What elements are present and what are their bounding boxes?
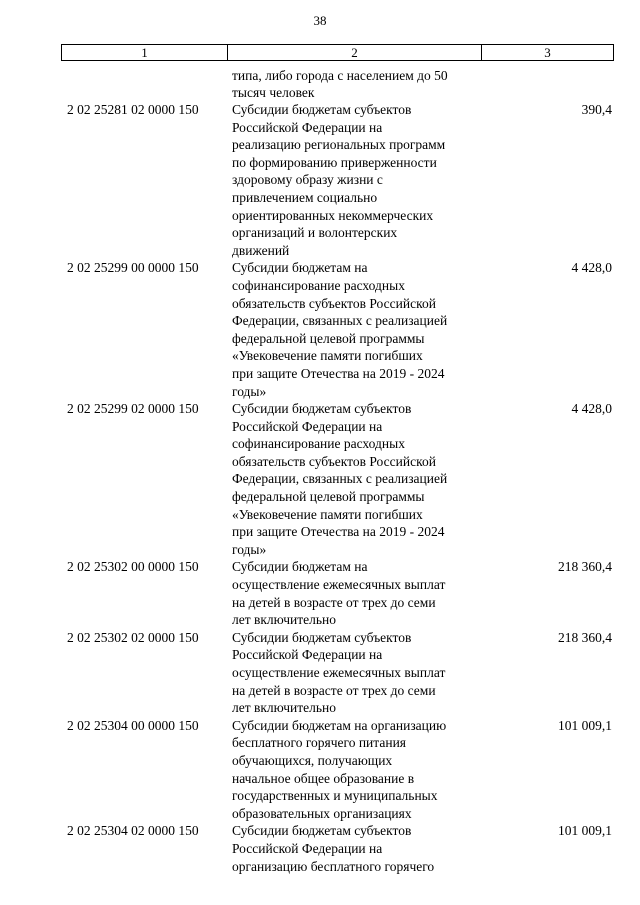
table-row <box>61 822 614 875</box>
table-row <box>61 101 614 259</box>
table-row <box>61 558 614 628</box>
column-header-2: 2 <box>228 45 482 60</box>
row-code: 2 02 25302 02 0000 150 <box>67 629 199 645</box>
continued-description: типа, либо города с населением до 50 тысяч человек <box>232 68 448 100</box>
row-code: 2 02 25299 02 0000 150 <box>67 401 199 417</box>
row-amount: 101 009,1 <box>558 717 612 733</box>
row-description: Субсидии бюджетам на софинансирование расходных обязательств субъектов Российской Федерации, связанных с реализацией федеральной целевой программы «Увековечение памяти погибших при защите Отечества на 2019 - 2024 годы» <box>232 260 448 399</box>
row-code: 2 02 25299 00 0000 150 <box>67 260 199 276</box>
row-description: Субсидии бюджетам на осуществление ежемесячных выплат на детей в возрасте от трех до семи лет включительно <box>232 559 446 628</box>
row-code: 2 02 25302 00 0000 150 <box>67 559 199 575</box>
table-header <box>61 44 614 61</box>
column-header-3: 3 <box>544 45 551 60</box>
table-row <box>61 717 614 823</box>
row-description: Субсидии бюджетам субъектов Российской Федерации на софинансирование расходных обязательств субъектов Российской Федерации, связанных с реализацией федеральной целевой программы «Увековечение памяти погибших при защите Отечества на 2019 - 2024 годы» <box>232 401 448 557</box>
row-amount: 390,4 <box>581 102 612 117</box>
table-row <box>61 259 614 400</box>
row-description: Субсидии бюджетам на организацию бесплатного горячего питания обучающихся, получающих начальное общее образование в государственных и муниципальных образовательных организациях <box>232 717 447 821</box>
table-body <box>61 67 614 875</box>
row-amount: 218 360,4 <box>558 559 612 575</box>
row-description: Субсидии бюджетам субъектов Российской Федерации на организацию бесплатного горячего <box>232 823 435 874</box>
row-code: 2 02 25304 02 0000 150 <box>67 823 199 839</box>
row-code: 2 02 25304 00 0000 150 <box>67 717 199 733</box>
table-row <box>61 629 614 717</box>
row-description: Субсидии бюджетам субъектов Российской Федерации на реализацию региональных программ по формированию приверженности здоровому образу жизни с привлечением социально ориентированных некоммерческих организаций и волонтерских движений <box>232 102 446 258</box>
row-description: Субсидии бюджетам субъектов Российской Федерации на осуществление ежемесячных выплат на детей в возрасте от трех до семи лет включительно <box>232 629 446 716</box>
row-amount: 218 360,4 <box>558 629 612 645</box>
row-amount: 4 428,0 <box>571 260 612 276</box>
row-amount: 4 428,0 <box>571 401 612 417</box>
table-row <box>61 400 614 558</box>
column-header-1: 1 <box>62 45 228 60</box>
row-code: 2 02 25281 02 0000 150 <box>67 102 199 117</box>
page-number: 38 <box>313 13 327 28</box>
row-amount: 101 009,1 <box>558 823 612 839</box>
